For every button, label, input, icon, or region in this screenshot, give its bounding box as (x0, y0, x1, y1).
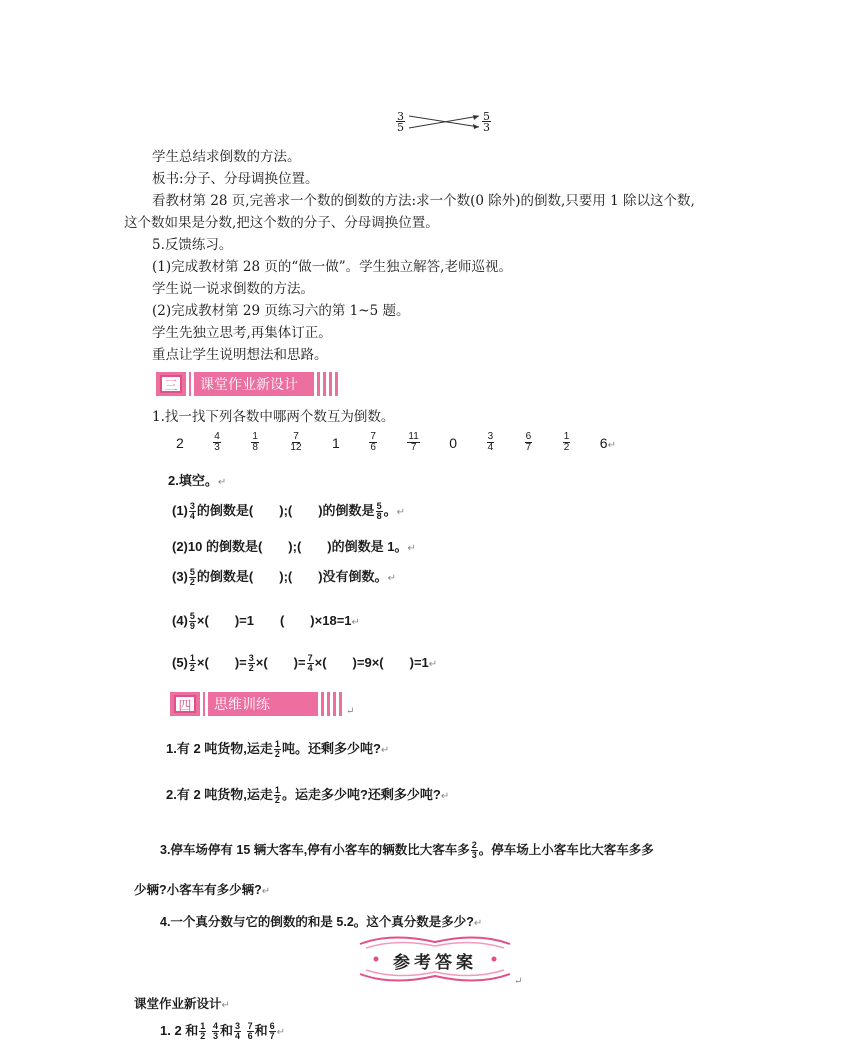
section-title: 课堂作业新设计 (200, 377, 298, 393)
number-item: $\frac{7}{6}$ (370, 431, 376, 453)
question-1: 1.找一找下列各数中哪两个数互为倒数。 (152, 409, 395, 425)
answer-1: 1. 2 和 $\frac{1}{2}$ $\frac{4}{3}$ 和 $\frac{3}{4}$ $\frac{7}{6}$ 和 $\frac{6}{7}$ ↵ (160, 1021, 286, 1042)
section-banner-3 (156, 372, 338, 396)
number-item: $\frac{1}{2}$ (563, 431, 570, 453)
section-title: 思维训练 (214, 697, 270, 713)
text-line: 学生先独立思考,再集体订正。 (152, 325, 332, 341)
fill-line-1: (1) $\frac{3}{4}$ 的倒数是( );( )的倒数是 $\frac{5}{8}$ 。↵ (172, 501, 405, 522)
cross-arrows (407, 110, 483, 134)
text-line: 这个数如果是分数,把这个数的分子、分母调换位置。 (124, 215, 439, 231)
fill-line-2: (2)10 的倒数是( );( )的倒数是 1。↵ (172, 539, 416, 554)
number-item: 2 (176, 434, 184, 451)
number-item: $\frac{6}{7}$ (525, 431, 532, 453)
reciprocal-cross-diagram (395, 110, 495, 134)
number-item: $\frac{11}{7}$ (408, 431, 419, 453)
number-item: 0 (449, 434, 458, 451)
section-number: 三 (160, 375, 182, 393)
text-line: 学生说一说求倒数的方法。 (152, 281, 314, 297)
number-item: $\frac{4}{3}$ (214, 431, 220, 453)
text-line: 重点让学生说明想法和思路。 (152, 347, 328, 363)
answer-title-ornament: 参考答案 ↵ (352, 930, 518, 988)
number-item: $\frac{1}{8}$ (252, 431, 258, 453)
text-line: (1)完成教材第 28 页的“做一做”。学生独立解答,老师巡视。 (152, 259, 512, 275)
number-item: 1 (332, 434, 340, 451)
thinking-question-2: 2.有 2 吨货物,运走 $\frac{1}{2}$ 。运走多少吨?还剩多少吨?↵ (166, 785, 450, 806)
number-item: $\frac{3}{4}$ (487, 431, 494, 453)
right-denominator: 3 (483, 121, 490, 134)
question-2-title: 2.填空。↵ (168, 473, 227, 488)
section-number: 四 (174, 695, 196, 713)
fill-line-5: (5) $\frac{1}{2}$ ×( )= $\frac{3}{2}$ ×( )= $\frac{7}{4}$ ×( )=9×( )=1↵ (172, 653, 438, 674)
thinking-question-3-cont: 少辆?小客车有多少辆?↵ (134, 883, 271, 897)
thinking-question-4: 4.一个真分数与它的倒数的和是 5.2。这个真分数是多少?↵ (160, 915, 483, 929)
numbers-row (176, 432, 616, 453)
text-line: (2)完成教材第 29 页练习六的第 1~5 题。 (152, 303, 410, 319)
left-numerator: 3 (397, 110, 404, 123)
text-line: 学生总结求倒数的方法。 (152, 149, 301, 165)
text-line: 看教材第 28 页,完善求一个数的倒数的方法:求一个数(0 除外)的倒数,只要用 1 除以这个数, (152, 193, 695, 209)
number-item: 6↵ (599, 434, 616, 451)
right-numerator: 5 (483, 110, 490, 123)
section-banner-4: 四 思维训练 ↵ (170, 692, 354, 716)
answers-heading: 课堂作业新设计↵ (134, 997, 230, 1011)
fill-line-4: (4) $\frac{5}{9}$ ×( )=1 ( )×18=1↵ (172, 611, 360, 632)
fill-line-3: (3) $\frac{5}{2}$ 的倒数是( );( )没有倒数。↵ (172, 567, 396, 588)
answer-title: 参考答案 (393, 953, 477, 973)
thinking-question-3: 3.停车场停有 15 辆大客车,停有小客车的辆数比大客车多 $\frac{2}{3}$ 。停车场上小客车比大客车多多 (160, 840, 654, 861)
text-line: 5.反馈练习。 (152, 237, 233, 253)
thinking-question-1: 1.有 2 吨货物,运走 $\frac{1}{2}$ 吨。还剩多少吨?↵ (166, 739, 390, 760)
number-item: $\frac{7}{12}$ (290, 431, 302, 453)
left-denominator: 5 (397, 121, 404, 134)
text-line: 板书:分子、分母调换位置。 (152, 171, 319, 187)
